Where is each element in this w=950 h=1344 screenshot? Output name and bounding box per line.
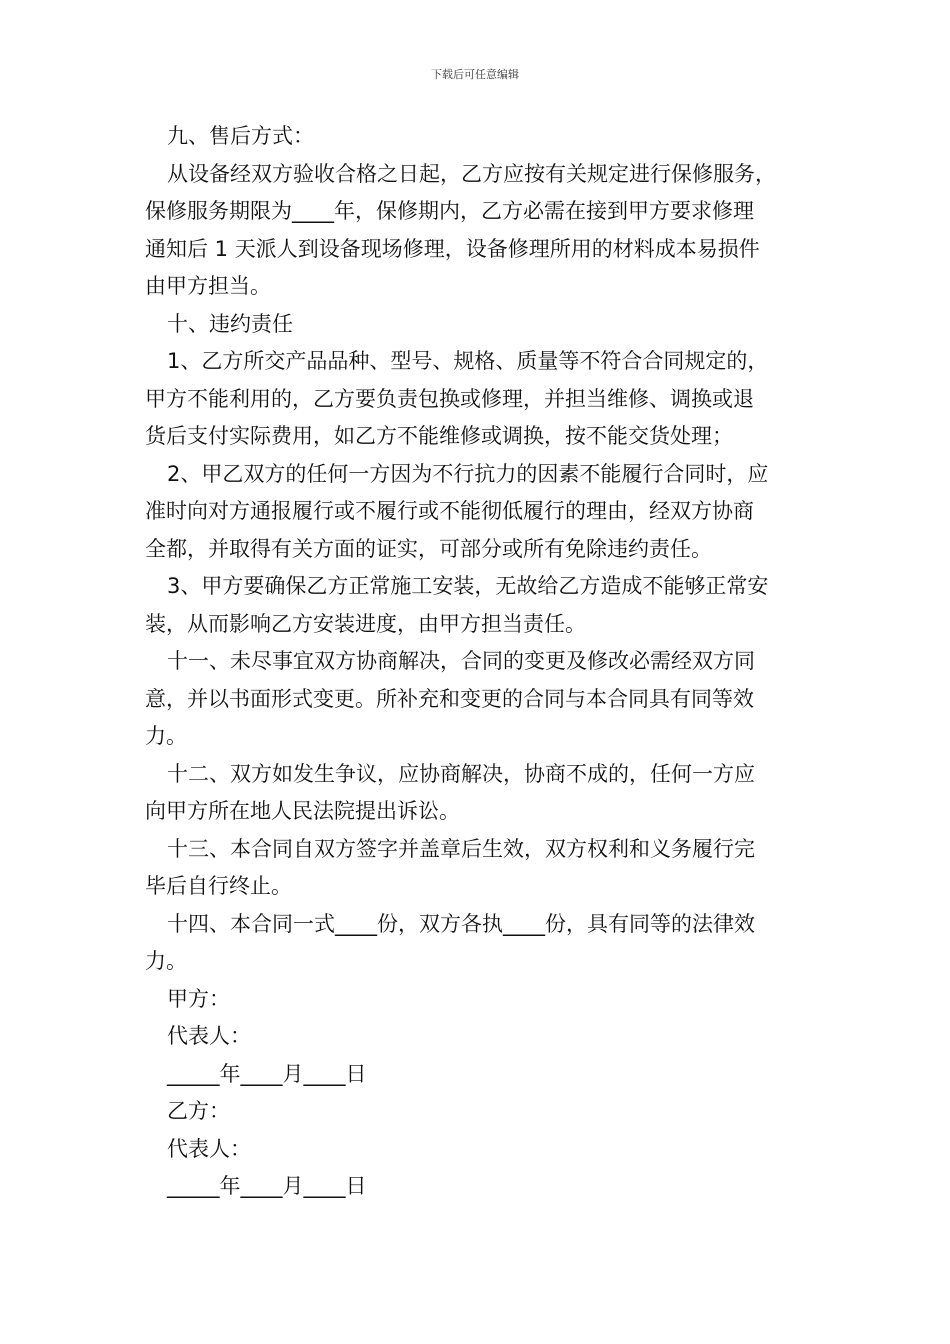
party-a-date <box>145 1056 817 1094</box>
text-line: 十一、未尽事宜双方协商解决，合同的变更及修改必需经双方同 <box>167 649 755 673</box>
text-line: 代表人： <box>167 1136 251 1161</box>
text-line: 从设备经双方验收合格之日起，乙方应按有关规定进行保修服务， <box>167 161 776 186</box>
text-line: 全都，并取得有关方面的证实，可部分或所有免除违约责任。 <box>145 536 712 561</box>
document-body <box>145 118 817 1206</box>
text-line: 保修服务期限为____年，保修期内，乙方必需在接到甲方要求修理 <box>145 199 754 223</box>
text-line: 十三、本合同自双方签字并盖章后生效，双方权利和义务履行完 <box>167 836 755 861</box>
text-line: 力。 <box>145 724 187 748</box>
text-line: 十、违约责任 <box>167 311 293 336</box>
text-line: 乙方： <box>167 1099 230 1123</box>
text-line: _____年____月____日 <box>167 1061 367 1086</box>
text-line: 甲方不能利用的，乙方要负责包换或修理，并担当维修、调换或退 <box>145 386 754 411</box>
header-note: 下载后可任意编辑 <box>431 68 519 81</box>
text-line: 由甲方担当。 <box>145 274 271 298</box>
text-line: 准时向对方通报履行或不履行或不能彻低履行的理由，经双方协商 <box>145 499 754 523</box>
section-11 <box>145 643 817 756</box>
section-12 <box>145 756 817 831</box>
text-line: 1、乙方所交产品品种、型号、规格、质量等不符合合同规定的， <box>167 349 769 373</box>
text-line: 十四、本合同一式____份，双方各执____份，具有同等的法律效 <box>167 911 755 936</box>
clause-10-1 <box>145 343 817 456</box>
section-9-body <box>145 156 817 306</box>
section-10-heading <box>145 306 817 344</box>
text-line: 毕后自行终止。 <box>145 874 292 898</box>
party-b-representative <box>145 1131 817 1169</box>
clause-10-3 <box>145 568 817 643</box>
text-line: 代表人： <box>167 1024 251 1048</box>
clause-10-2 <box>145 456 817 569</box>
text-line: 十二、双方如发生争议，应协商解决，协商不成的，任何一方应 <box>167 761 755 786</box>
text-line: 力。 <box>145 949 187 973</box>
text-line: 意，并以书面形式变更。所补充和变更的合同与本合同具有同等效 <box>145 686 754 711</box>
text-line: 货后支付实际费用，如乙方不能维修或调换，按不能交货处理； <box>145 424 733 448</box>
text-line: 通知后 1 天派人到设备现场修理，设备修理所用的材料成本易损件 <box>145 236 760 261</box>
text-line: 甲方： <box>167 986 230 1011</box>
section-13 <box>145 831 817 906</box>
section-9-heading <box>145 118 817 156</box>
text-line: 3、甲方要确保乙方正常施工安装，无故给乙方造成不能够正常安 <box>167 574 769 598</box>
text-line: 九、售后方式： <box>167 124 314 148</box>
party-a-representative <box>145 1018 817 1056</box>
section-14 <box>145 906 817 981</box>
party-b-label <box>145 1093 817 1131</box>
party-a-label <box>145 981 817 1019</box>
text-line: _____年____月____日 <box>167 1174 367 1198</box>
party-b-date <box>145 1168 817 1206</box>
text-line: 装，从而影响乙方安装进度，由甲方担当责任。 <box>145 611 586 636</box>
text-line: 向甲方所在地人民法院提出诉讼。 <box>145 799 460 823</box>
text-line: 2、甲乙双方的任何一方因为不行抗力的因素不能履行合同时，应 <box>167 461 769 486</box>
